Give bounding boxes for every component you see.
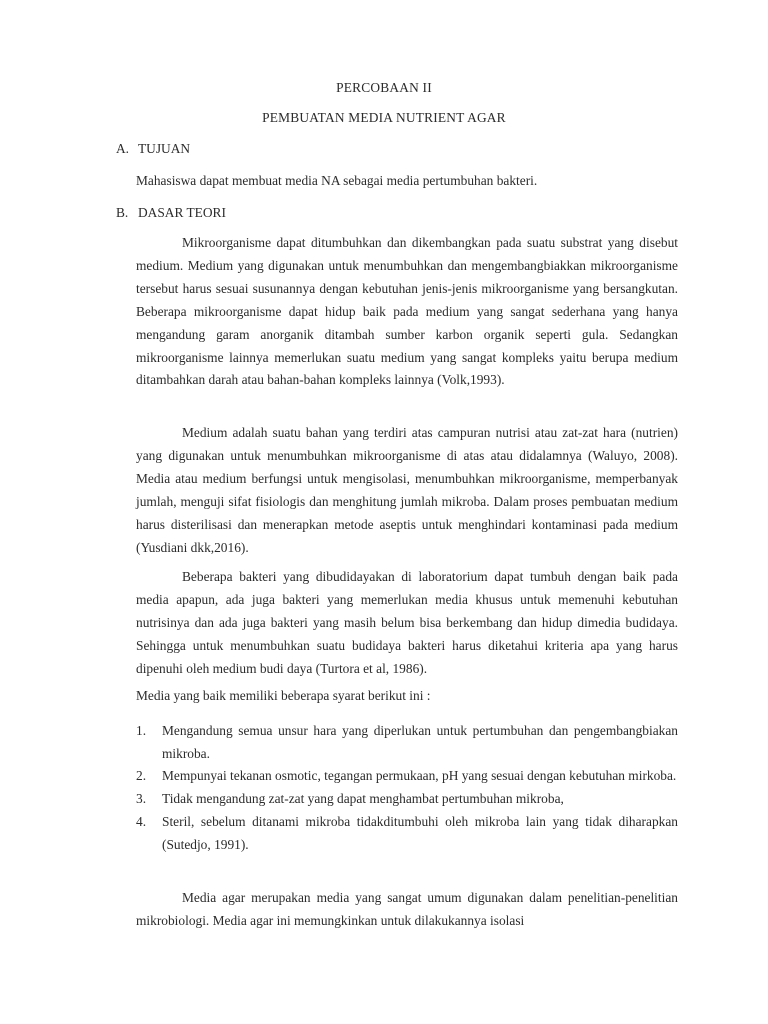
list-item-text: Steril, sebelum ditanami mikroba tidakditumbuhi oleh mikroba lain yang tidak diharapkan (Sutedjo, 1991). — [162, 813, 678, 852]
section-a-letter: A. — [116, 141, 130, 156]
section-b-heading — [116, 205, 226, 221]
section-b-letter: B. — [116, 205, 129, 220]
section-a-title: TUJUAN — [138, 141, 191, 156]
requirements-list — [136, 720, 678, 856]
paragraph-3: Beberapa bakteri yang dibudidayakan di laboratorium dapat tumbuh dengan baik pada media apapun, ada juga bakteri yang memerlukan media khusus untuk memenuhi kebutuhan nutrisinya dan ada juga bakteri yang masih belum bisa berkembang dan hidup dimedia budidaya. Sehingga untuk menumbuhkan suatu budidaya bakteri harus diketahui kriteria apa yang harus dipenuhi oleh medium budi daya (Turtora et al, 1986). — [136, 569, 678, 676]
list-item-number: 1. — [136, 723, 147, 738]
section-b-title: DASAR TEORI — [138, 205, 226, 220]
list-item-number: 2. — [136, 768, 147, 784]
list-item-number: 3. — [136, 791, 147, 807]
document-title: PERCOBAAN II — [336, 80, 432, 95]
list-item — [136, 765, 678, 788]
list-item-text: Mempunyai tekanan osmotic, tegangan permukaan, pH yang sesuai dengan kebutuhan mirkoba. — [162, 768, 677, 784]
list-item-number: 4. — [136, 813, 147, 829]
paragraph-4: Media agar merupakan media yang sangat umum digunakan dalam penelitian-penelitian mikrobiologi. Media agar ini memungkinkan untuk dilakukannya isolasi — [136, 890, 678, 928]
list-item — [136, 811, 678, 856]
document-subtitle: PEMBUATAN MEDIA NUTRIENT AGAR — [262, 110, 506, 125]
section-a-heading — [116, 141, 190, 157]
list-item — [136, 720, 678, 765]
list-item-text: Mengandung semua unsur hara yang diperlukan untuk pertumbuhan dan pengembangbiakan mikroba. — [162, 723, 678, 761]
paragraph-2: Medium adalah suatu bahan yang terdiri atas campuran nutrisi atau zat-zat hara (nutrien) yang digunakan untuk menumbuhkan mikroorganisme di atas atau didalamnya (Waluyo, 2008). Media atau medium berfungsi untuk mengisolasi, menumbuhkan mikroorganisme, memperbanyak jumlah, menguji sifat fisiologis dan menghitung jumlah mikroba. Dalam proses pembuatan medium harus disterilisasi dan menerapkan metode aseptis untuk menghindari kontaminasi pada medium (Yusdiani dkk,2016). — [136, 425, 678, 555]
list-item-text: Tidak mengandung zat-zat yang dapat menghambat pertumbuhan mikroba, — [162, 791, 564, 807]
list-intro: Media yang baik memiliki beberapa syarat berikut ini : — [136, 688, 431, 703]
section-a-text: Mahasiswa dapat membuat media NA sebagai media pertumbuhan bakteri. — [136, 173, 538, 188]
list-item — [136, 788, 678, 811]
paragraph-1: Mikroorganisme dapat ditumbuhkan dan dikembangkan pada suatu substrat yang disebut medium. Medium yang digunakan untuk menumbuhkan dan mengembangbiakkan mikroorganisme tersebut harus sesuai susunannya dengan kebutuhan jenis-jenis mikroorganisme yang bersangkutan. Beberapa mikroorganisme dapat hidup baik pada medium yang sangat sederhana yang hanya mengandung garam anorganik ditambah sumber karbon organik seperti gula. Sedangkan mikroorganisme lainnya memerlukan suatu medium yang sangat kompleks yaitu berupa medium ditambahkan darah atau bahan-bahan kompleks lainnya (Volk,1993). — [136, 235, 678, 388]
